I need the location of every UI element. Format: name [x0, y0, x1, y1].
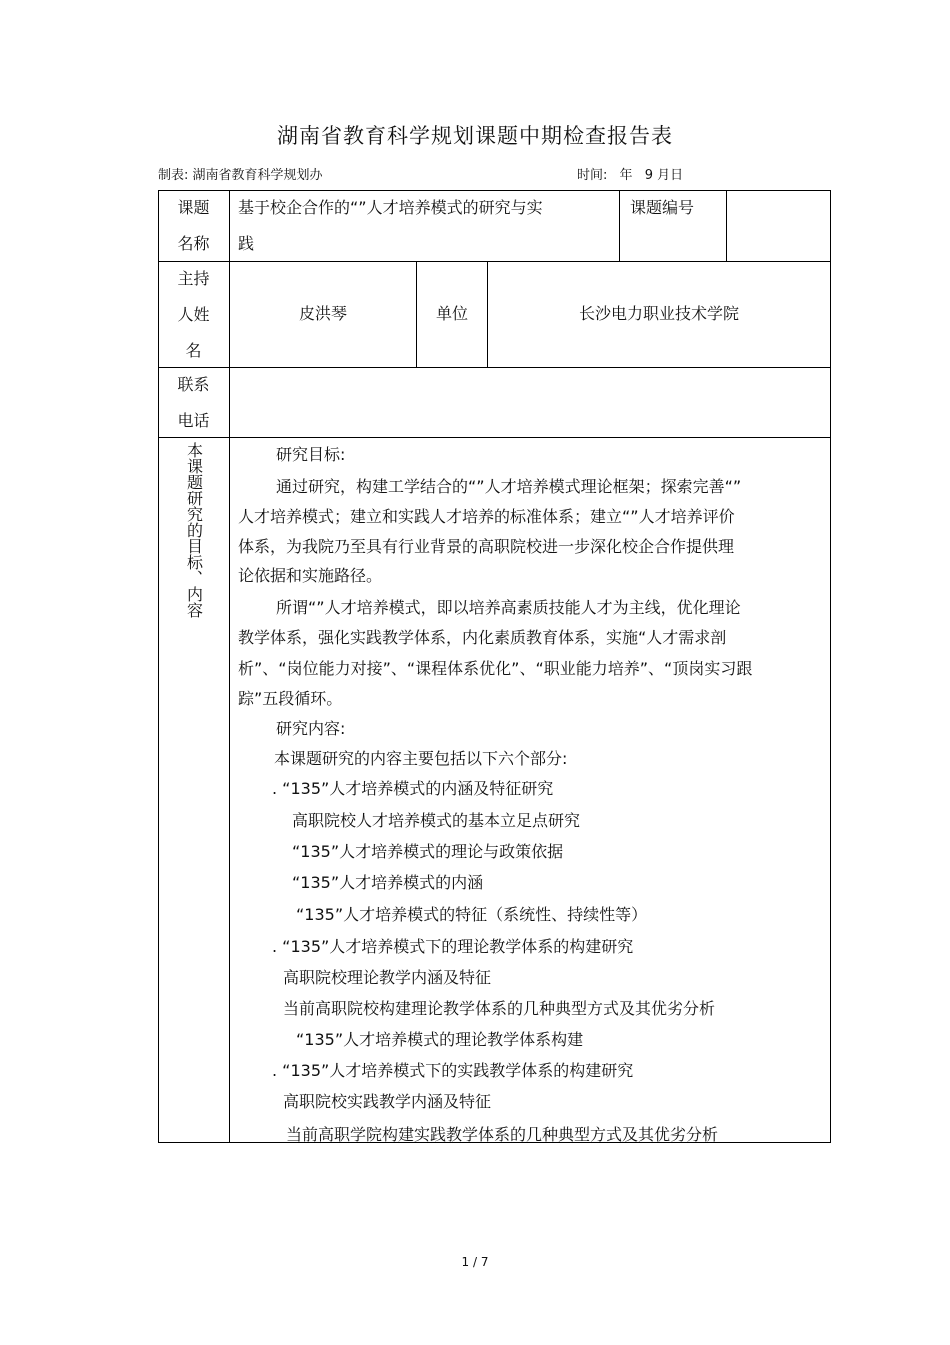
topic-code-value	[727, 190, 830, 261]
prepared-by: 制表: 湖南省教育科学规划办	[158, 168, 323, 183]
month-day-label: 9 月日	[644, 168, 684, 183]
content-line: . “135”人才培养模式下的实践教学体系的构建研究	[272, 1061, 634, 1080]
content-line: 研究目标:	[276, 445, 346, 464]
content-line: 所谓“”人才培养模式，即以培养高素质技能人才为主线，优化理论	[276, 598, 741, 617]
year-label: 年	[619, 168, 633, 183]
content-line: 论依据和实施路径。	[238, 566, 383, 585]
content-line: 人才培养模式；建立和实践人才培养的标准体系；建立“”人才培养评价	[238, 507, 735, 526]
content-line: 体系，为我院乃至具有行业背景的高职院校进一步深化校企合作提供理	[238, 537, 735, 556]
content-line: 教学体系，强化实践教学体系，内化素质教育体系，实施“人才需求剖	[238, 628, 727, 647]
content-line: 研究内容:	[276, 719, 346, 738]
topic-name-value: 基于校企合作的“”人才培养模式的研究与实 践	[238, 198, 543, 253]
contact-phone-label: 联系 电话	[177, 375, 210, 430]
content-line: “135”人才培养模式的内涵	[292, 873, 484, 892]
date-line	[577, 164, 691, 183]
document-title: 湖南省教育科学规划课题中期检查报告表	[277, 124, 673, 148]
content-line: 高职院校理论教学内涵及特征	[283, 968, 492, 987]
host-name-value: 皮洪琴	[298, 304, 347, 323]
content-line: “135”人才培养模式的特征（系统性、持续性等）	[296, 905, 648, 924]
unit-label: 单位	[435, 304, 468, 323]
content-line: 通过研究，构建工学结合的“”人才培养模式理论框架；探索完善“”	[276, 477, 742, 496]
topic-code-label: 课题编号	[630, 198, 695, 217]
topic-name-label: 课题 名称	[177, 198, 210, 253]
content-line: 踪”五段循环。	[238, 689, 343, 708]
content-line: 当前高职学院构建实践教学体系的几种典型方式及其优劣分析	[286, 1125, 719, 1144]
content-line: . “135”人才培养模式的内涵及特征研究	[272, 779, 554, 798]
content-line: 高职院校实践教学内涵及特征	[283, 1092, 492, 1111]
content-line: 当前高职院校构建理论教学体系的几种典型方式及其优劣分析	[283, 999, 716, 1018]
content-line: 析”、“岗位能力对接”、“课程体系优化”、“职业能力培养”、“顶岗实习跟	[238, 659, 753, 678]
unit-value: 长沙电力职业技术学院	[578, 304, 739, 323]
content-line: “135”人才培养模式的理论与政策依据	[292, 842, 564, 861]
time-label: 时间:	[577, 168, 608, 183]
content-line: . “135”人才培养模式下的理论教学体系的构建研究	[272, 937, 634, 956]
content-line: 高职院校人才培养模式的基本立足点研究	[292, 811, 581, 830]
content-line: 本课题研究的内容主要包括以下六个部分:	[274, 749, 568, 768]
page-number: 1 / 7	[461, 1255, 489, 1269]
content-line: “135”人才培养模式的理论教学体系构建	[296, 1030, 584, 1049]
contact-phone-value	[230, 367, 830, 437]
host-name-label: 主持 人姓 名	[177, 269, 210, 360]
section-label: 本课题研究的目标、内容	[184, 442, 204, 618]
